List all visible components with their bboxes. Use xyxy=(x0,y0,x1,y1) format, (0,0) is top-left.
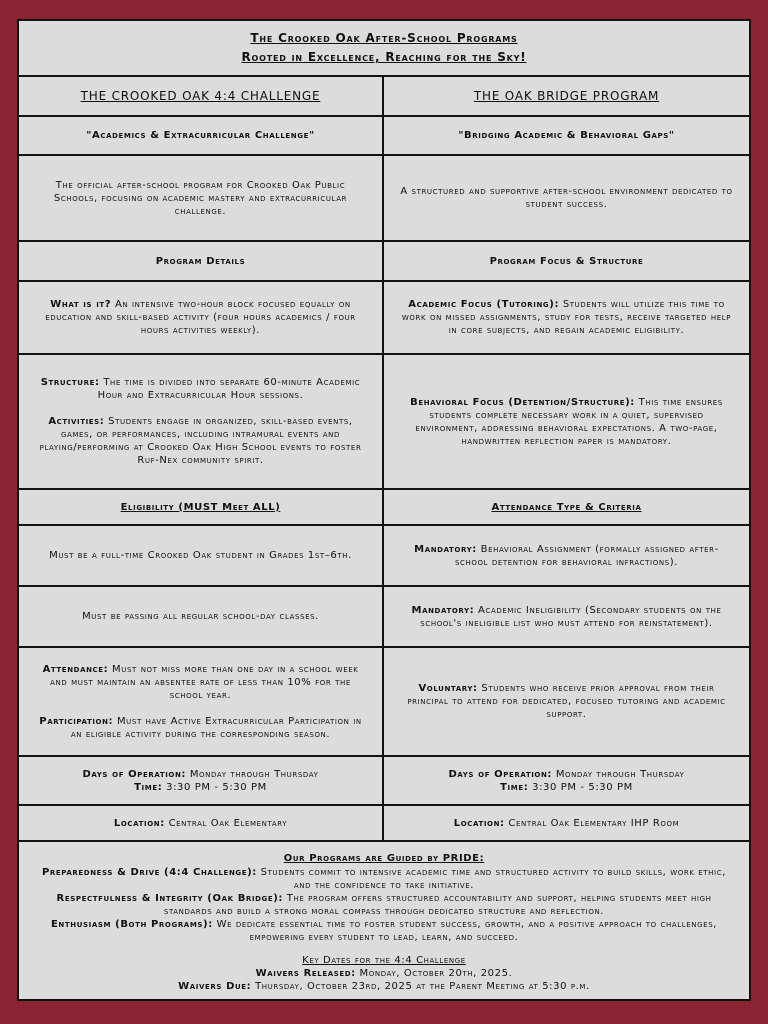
attendance-text xyxy=(33,663,368,702)
mandatory-academic-text xyxy=(398,604,735,630)
pride-respectfulness xyxy=(33,892,735,918)
left-program-name-cell xyxy=(19,77,384,117)
left-time-label: Time: xyxy=(134,781,163,793)
behavioral-focus-label: Behavioral Focus (Detention/Structure): xyxy=(410,396,635,408)
pride-title: Our Programs are Guided by PRIDE: xyxy=(283,852,485,864)
pride-respectfulness-label: Respectfulness & Integrity (Oak Bridge): xyxy=(56,892,284,904)
right-section-header-cell xyxy=(384,242,749,282)
left-time xyxy=(134,781,267,794)
behavioral-focus-body: This time ensures students complete necessary work in a quiet, supervised environment, addressing behavioral expectations. A two-page, handwritten reflection paper is mandatory. xyxy=(415,396,723,447)
pride-respectfulness-body: The program offers structured accountability and support, helping students meet high standards and build a strong moral compass through dedicated structure and reflection. xyxy=(163,892,712,917)
flyer-title xyxy=(19,21,749,77)
pride-enthusiasm xyxy=(33,918,735,944)
structure-body: The time is divided into separate 60-minute Academic Hour and Extracurricular Hour sessions. xyxy=(97,377,361,401)
key-dates-title: Key Dates for the 4:4 Challenge xyxy=(302,954,466,966)
attendance-participation-cell xyxy=(19,648,384,757)
title-line-2: Rooted in Excellence, Reaching for the Sky! xyxy=(241,50,527,64)
right-days-label: Days of Operation: xyxy=(448,768,553,780)
attendance-type-header-cell xyxy=(384,490,749,526)
academic-focus-label: Academic Focus (Tutoring): xyxy=(408,299,560,310)
mandatory-academic-label: Mandatory: xyxy=(411,604,475,616)
waivers-released-label: Waivers Released: xyxy=(255,967,356,979)
right-time xyxy=(500,781,633,794)
left-subtitle-cell xyxy=(19,117,384,156)
mandatory-academic-body: Academic Ineligibility (Secondary students on the school's ineligible list who must attend for reinstatement). xyxy=(420,604,722,629)
activities-body: Students engage in organized, skill-based events, games, or performances, including intramural events and playing/performing at Crooked Oak High School events to foster Ruf-Nex community spirit. xyxy=(39,416,362,466)
left-subtitle: "Academics & Extracurricular Challenge" xyxy=(86,130,315,141)
waivers-due xyxy=(178,980,590,993)
structure-label: Structure: xyxy=(40,377,100,388)
what-is-it-text xyxy=(33,298,368,337)
right-description: A structured and supportive after-school environment dedicated to student success. xyxy=(400,186,733,210)
right-days-value: Monday through Thursday xyxy=(552,768,685,780)
title-line-1: The Crooked Oak After-School Programs xyxy=(250,31,518,45)
right-time-value: 3:30 PM - 5:30 PM xyxy=(528,781,633,793)
pride-section xyxy=(19,842,749,1002)
left-schedule-cell xyxy=(19,757,384,806)
eligibility-grades-cell xyxy=(19,526,384,587)
left-days-label: Days of Operation: xyxy=(82,768,187,780)
left-location xyxy=(114,817,287,830)
left-description: The official after-school program for Crooked Oak Public Schools, focusing on academic mastery and extracurricular challenge. xyxy=(53,179,348,217)
voluntary-cell xyxy=(384,648,749,757)
academic-focus-body: Students will utilize this time to work on missed assignments, study for tests, receive targeted help in core subjects, and regain academic eligibility. xyxy=(401,299,732,336)
eligibility-passing-cell xyxy=(19,587,384,648)
right-program-name-cell xyxy=(384,77,749,117)
eligibility-header: Eligibility (MUST Meet ALL) xyxy=(120,501,281,513)
pride-enthusiasm-label: Enthusiasm (Both Programs): xyxy=(50,918,213,930)
right-schedule-cell xyxy=(384,757,749,806)
mandatory-academic-cell xyxy=(384,587,749,648)
activities-label: Activities: xyxy=(48,416,105,427)
right-subtitle: "Bridging Academic & Behavioral Gaps" xyxy=(458,130,675,141)
left-days xyxy=(83,768,319,781)
left-location-cell xyxy=(19,806,384,842)
right-location xyxy=(454,817,680,830)
what-is-it-label: What is it? xyxy=(50,299,112,310)
mandatory-behavioral-text xyxy=(398,543,735,569)
waivers-due-label: Waivers Due: xyxy=(178,980,252,992)
right-days xyxy=(449,768,685,781)
eligibility-grades: Must be a full-time Crooked Oak student in Grades 1st–6th. xyxy=(49,550,352,561)
pride-enthusiasm-body: We dedicate essential time to foster student success, growth, and a positive approach to challenges, empowering every student to lead, learn, and succeed. xyxy=(212,918,718,943)
left-location-label: Location: xyxy=(113,817,165,829)
waivers-released xyxy=(256,967,513,980)
participation-text xyxy=(33,715,368,741)
activities-text xyxy=(33,415,368,467)
right-location-cell xyxy=(384,806,749,842)
eligibility-header-cell xyxy=(19,490,384,526)
left-program-name: THE CROOKED OAK 4:4 CHALLENGE xyxy=(80,88,321,103)
behavioral-focus-text xyxy=(398,396,735,448)
participation-body: Must have Active Extracurricular Participation in an eligible activity during the corresponding season. xyxy=(70,715,362,740)
left-section-header-cell xyxy=(19,242,384,282)
right-program-name: THE OAK BRIDGE PROGRAM xyxy=(473,88,660,103)
program-table xyxy=(19,21,749,999)
left-description-cell xyxy=(19,156,384,242)
eligibility-passing: Must be passing all regular school-day classes. xyxy=(82,611,319,622)
pride-preparedness xyxy=(33,866,735,892)
voluntary-body: Students who receive prior approval from their principal to attend for dedicated, focused tutoring and academic support. xyxy=(407,683,726,720)
waivers-released-value: Monday, October 20th, 2025. xyxy=(355,967,513,979)
pride-preparedness-body: Students commit to intensive academic time and structured activity to build skills, work ethic, and the confidence to take initiative. xyxy=(256,866,726,891)
what-is-it-body: An intensive two-hour block focused equally on education and skill-based activity (four hours academics / four hours activities weekly). xyxy=(45,299,356,336)
mandatory-behavioral-label: Mandatory: xyxy=(414,543,477,555)
attendance-body: Must not miss more than one day in a school week and must maintain an absentee rate of less than 10% for the school year. xyxy=(50,663,359,701)
waivers-due-value: Thursday, October 23rd, 2025 at the Parent Meeting at 5:30 p.m. xyxy=(251,980,590,992)
left-days-value: Monday through Thursday xyxy=(186,768,319,780)
right-time-label: Time: xyxy=(500,781,529,793)
structure-text xyxy=(33,376,368,402)
voluntary-label: Voluntary: xyxy=(418,683,478,694)
mandatory-behavioral-cell xyxy=(384,526,749,587)
right-location-label: Location: xyxy=(453,817,505,829)
mandatory-behavioral-body: Behavioral Assignment (formally assigned after-school detention for behavioral infractions). xyxy=(455,543,719,568)
right-description-cell xyxy=(384,156,749,242)
attendance-type-header: Attendance Type & Criteria xyxy=(491,501,642,513)
attendance-label: Attendance: xyxy=(42,663,109,675)
behavioral-focus-cell xyxy=(384,355,749,490)
left-time-value: 3:30 PM - 5:30 PM xyxy=(162,781,267,793)
academic-focus-cell xyxy=(384,282,749,355)
pride-preparedness-label: Preparedness & Drive (4:4 Challenge): xyxy=(42,866,257,878)
left-location-value: Central Oak Elementary xyxy=(164,817,288,829)
program-focus-header: Program Focus & Structure xyxy=(489,255,644,267)
right-location-value: Central Oak Elementary IHP Room xyxy=(504,817,680,829)
right-subtitle-cell xyxy=(384,117,749,156)
voluntary-text xyxy=(398,682,735,721)
academic-focus-text xyxy=(398,298,735,337)
what-is-it-cell xyxy=(19,282,384,355)
flyer xyxy=(17,19,751,1001)
structure-activities-cell xyxy=(19,355,384,490)
program-details-header: Program Details xyxy=(155,255,246,267)
participation-label: Participation: xyxy=(39,715,114,727)
